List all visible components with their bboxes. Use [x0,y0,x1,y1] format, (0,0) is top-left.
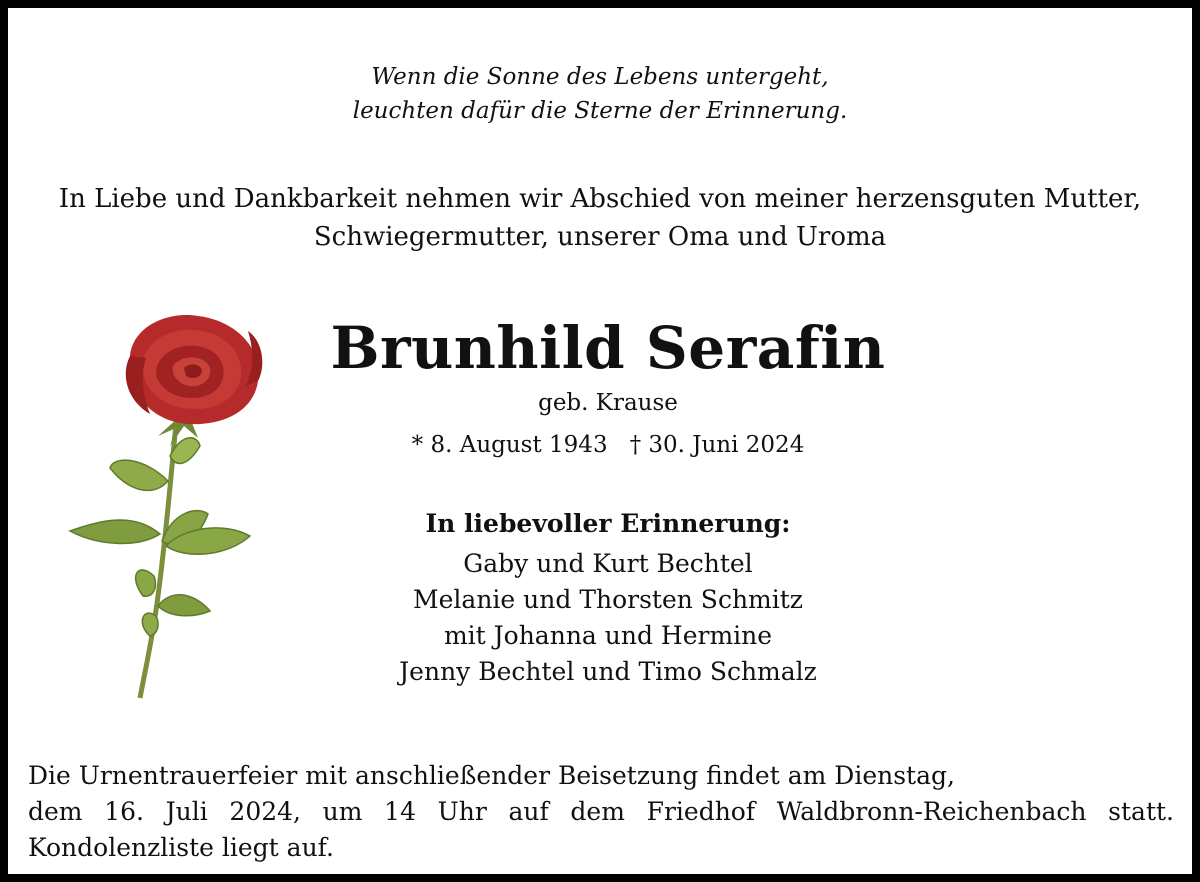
motto-line-1: Wenn die Sonne des Lebens untergeht, [371,64,829,90]
mourner-line: Jenny Bechtel und Timo Schmalz [399,657,817,686]
birth-name: geb. Krause [538,390,678,416]
motto [8,60,1192,128]
mourner-line: Melanie und Thorsten Schmitz [413,585,803,614]
mourner-line: Gaby und Kurt Bechtel [463,549,753,578]
intro-line-1: In Liebe und Dankbarkeit nehmen wir Abschied von meiner herzensguten Mutter, [58,184,1142,214]
intro-line-2: Schwiegermutter, unserer Oma und Uroma [313,222,887,252]
ceremony-line-2: dem 16. Juli 2024, um 14 Uhr auf dem Friedhof Waldbronn-Reichenbach statt. [28,797,1174,826]
birth-date: * 8. August 1943 [411,432,608,458]
death-date: † 30. Juni 2024 [629,432,805,458]
mourner-line: mit Johanna und Hermine [443,621,773,650]
motto-line-2: leuchten dafür die Sterne der Erinnerung. [352,98,848,124]
memory-heading: In liebevoller Erinnerung: [425,509,791,538]
intro-text [8,180,1192,256]
ceremony-line-1: Die Urnentrauerfeier mit anschließender Beisetzung findet am Dienstag, [28,761,955,790]
deceased-name: Brunhild Serafin [330,314,886,382]
ceremony-notice [28,758,1174,866]
ceremony-line-3: Kondolenzliste liegt auf. [28,833,334,862]
mourners-list [208,546,1008,690]
life-dates [208,428,1008,462]
